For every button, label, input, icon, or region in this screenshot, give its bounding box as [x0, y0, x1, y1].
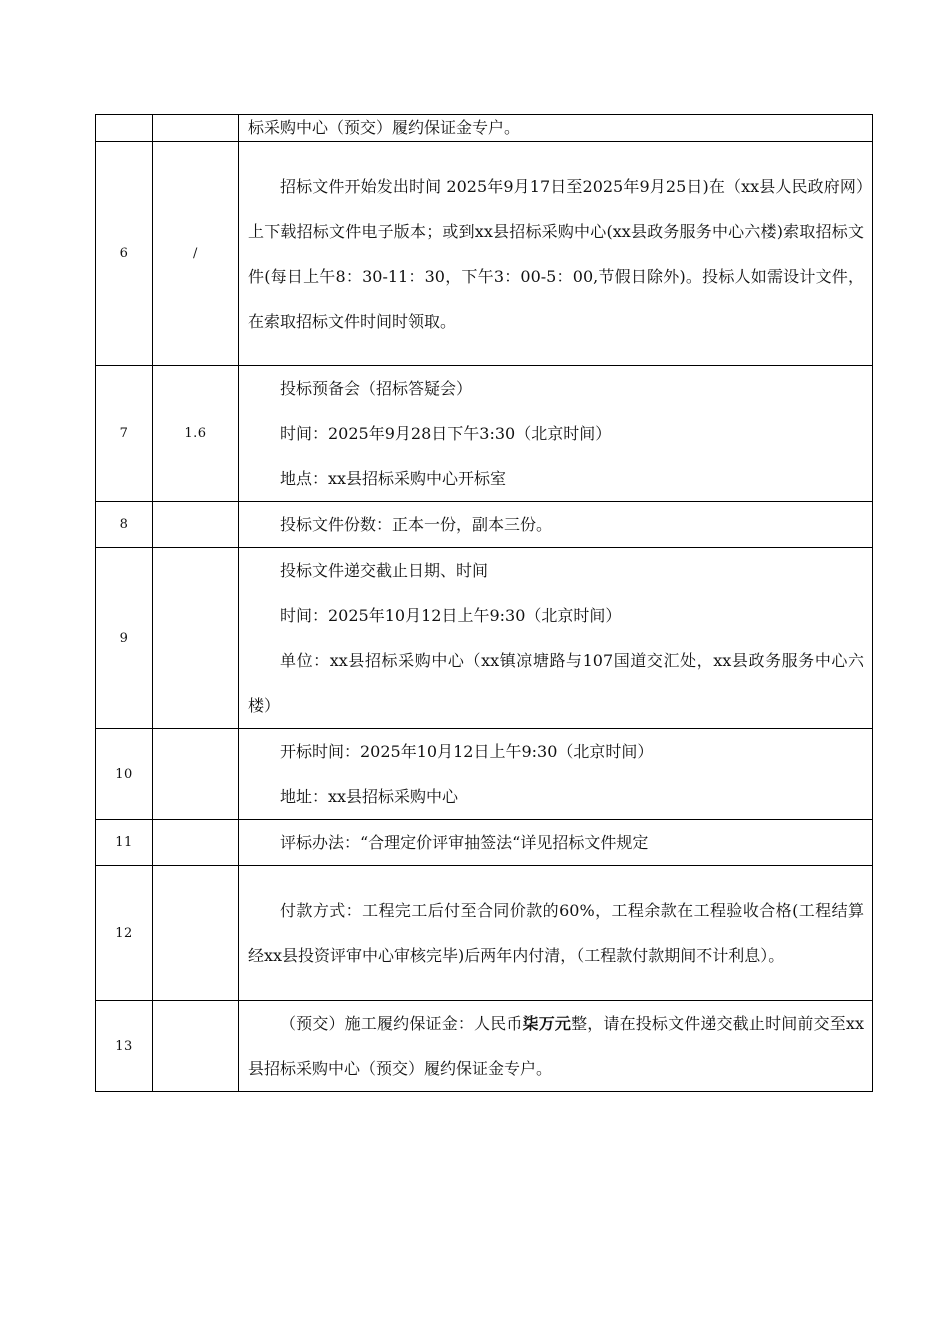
content-paragraph: 开标时间：2025年10月12日上午9:30（北京时间） [280, 742, 654, 761]
content-paragraph: 地址：xx县招标采购中心 [280, 787, 459, 806]
table-row [96, 866, 873, 1001]
deposit-amount: 柒万元 [522, 1014, 572, 1033]
clause-number-cell: 1.6 [153, 366, 239, 502]
content-paragraph: 招标文件开始发出时间 2025年9月17日至2025年9月25日)在（xx县人民政府网）上下载招标文件电子版本；或到xx县招标采购中心(xx县政务服务中心六楼)索取招标文件(每日上午8：30-11：30，下午3：00-5：00,节假日除外)。投标人如需设计文件，在索取招标文件时间时领取。 [248, 176, 864, 331]
row-number-cell: 9 [96, 548, 153, 729]
row-number-cell: 11 [96, 820, 153, 866]
content-cell [239, 866, 873, 1001]
content-cell [239, 502, 873, 548]
content-paragraph: 地点：xx县招标采购中心开标室 [280, 469, 507, 488]
row-number-cell: 10 [96, 729, 153, 820]
row-number-cell: 6 [96, 142, 153, 366]
clause-number-cell [153, 115, 239, 142]
table-row [96, 115, 873, 142]
content-cell [239, 115, 873, 142]
content-paragraph: 评标办法：“合理定价评审抽签法“详见招标文件规定 [280, 833, 649, 852]
content-paragraph: 投标文件份数：正本一份，副本三份。 [280, 515, 553, 534]
clause-number-cell: / [153, 142, 239, 366]
content-paragraph: 标采购中心（预交）履约保证金专户。 [248, 118, 521, 137]
row-number-cell: 13 [96, 1001, 153, 1092]
clause-number-cell [153, 548, 239, 729]
content-paragraph: 投标文件递交截止日期、时间 [280, 561, 489, 580]
table-row [96, 548, 873, 729]
content-cell [239, 1001, 873, 1092]
content-paragraph: 时间：2025年9月28日下午3:30（北京时间） [280, 424, 612, 443]
table-row [96, 502, 873, 548]
content-paragraph: 付款方式：工程完工后付至合同价款的60%，工程余款在工程验收合格(工程结算经xx县投资评审中心审核完毕)后两年内付清，（工程款付款期间不计利息）。 [248, 901, 864, 965]
paragraph-text: （预交）施工履约保证金：人民币 [280, 1014, 523, 1033]
row-number-cell: 7 [96, 366, 153, 502]
content-paragraph: 投标预备会（招标答疑会） [280, 379, 473, 398]
content-cell [239, 548, 873, 729]
row-number-cell [96, 115, 153, 142]
content-cell [239, 366, 873, 502]
content-paragraph: 单位：xx县招标采购中心（xx镇凉塘路与107国道交汇处，xx县政务服务中心六楼） [248, 651, 864, 715]
row-number-cell: 8 [96, 502, 153, 548]
content-cell [239, 729, 873, 820]
table-row [96, 366, 873, 502]
content-paragraph [248, 1001, 864, 1091]
table-row [96, 820, 873, 866]
clause-number-cell [153, 502, 239, 548]
row-number-cell: 12 [96, 866, 153, 1001]
clause-number-cell [153, 820, 239, 866]
bid-data-table [95, 114, 873, 1092]
table-row [96, 142, 873, 366]
paragraph-text: 整，请在投标文件递交截止时间前交至xx县招标采购中心（预交）履约保证金专户。 [248, 1014, 864, 1078]
table-row [96, 729, 873, 820]
content-cell [239, 142, 873, 366]
content-cell [239, 820, 873, 866]
clause-number-cell [153, 1001, 239, 1092]
clause-number-cell [153, 729, 239, 820]
content-paragraph: 时间：2025年10月12日上午9:30（北京时间） [280, 606, 622, 625]
clause-number-cell [153, 866, 239, 1001]
table-row [96, 1001, 873, 1092]
